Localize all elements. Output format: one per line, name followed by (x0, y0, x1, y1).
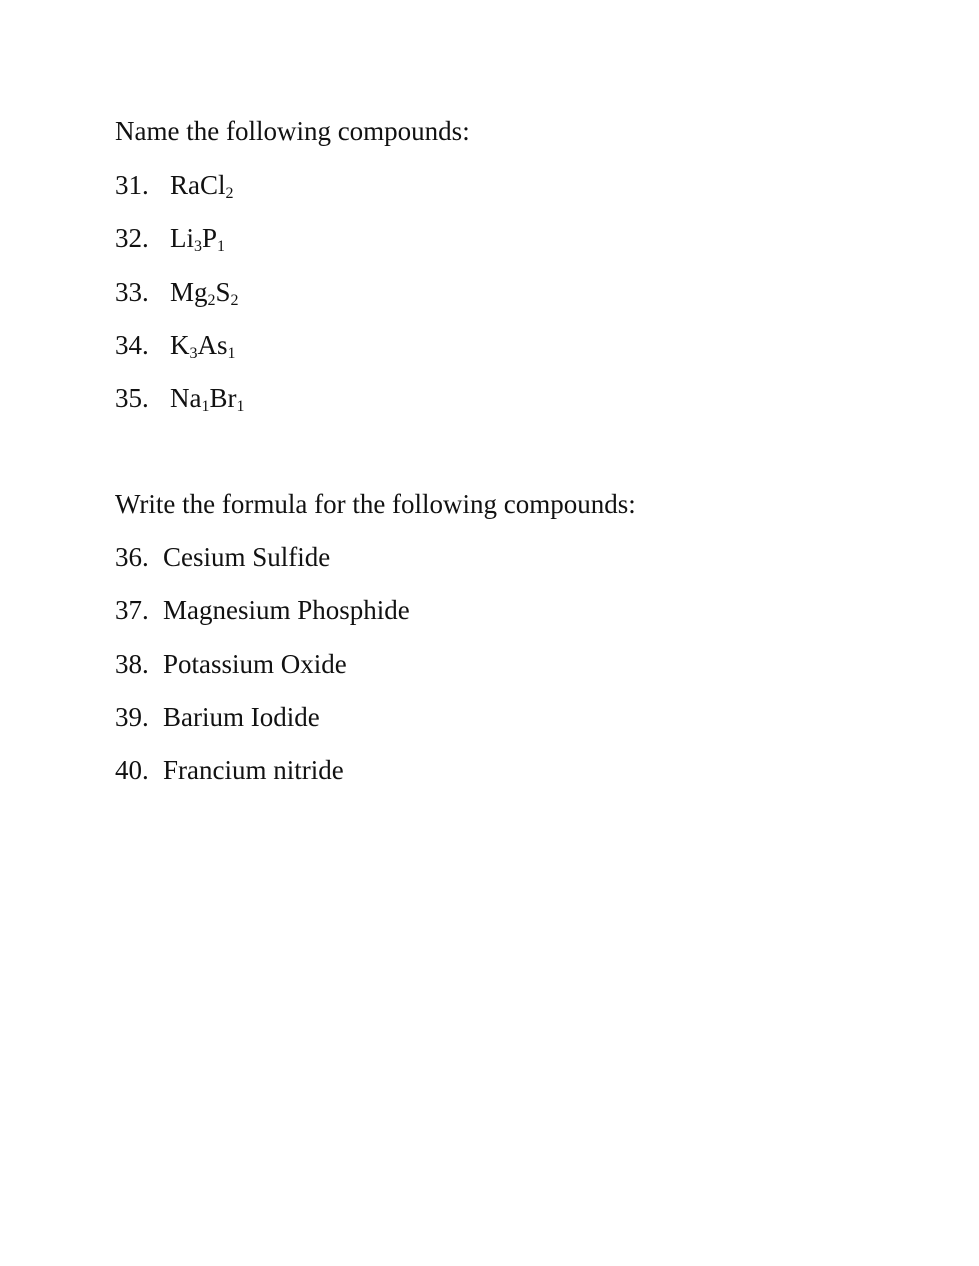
item-number: 40. (115, 755, 149, 785)
formula-item-34 (115, 329, 236, 361)
chemical-formula: $Na_1Br_1$ (170, 383, 245, 415)
compound-name: Magnesium Phosphide (163, 595, 410, 625)
formula-item-32 (115, 222, 225, 254)
name-item-36 (115, 541, 330, 573)
item-number: 31. (115, 170, 149, 200)
formula-item-31 (115, 169, 234, 201)
item-number: 38. (115, 649, 149, 679)
item-number: 36. (115, 542, 149, 572)
chemical-formula: $Mg_2S_2$ (170, 277, 239, 309)
chemical-formula: RaCl$_2$ (170, 170, 234, 202)
name-item-39 (115, 701, 320, 733)
chemical-formula: $K_3As_1$ (170, 330, 236, 362)
name-item-37 (115, 594, 410, 626)
item-number: 39. (115, 702, 149, 732)
item-number: 34. (115, 330, 149, 360)
compound-name: Cesium Sulfide (163, 542, 331, 572)
section2-heading: Write the formula for the following compounds: (115, 489, 636, 519)
item-number: 32. (115, 223, 149, 253)
chemical-formula: $Li_3P_1$ (170, 223, 226, 255)
name-item-40 (115, 754, 344, 786)
formula-item-35 (115, 382, 244, 414)
name-item-38 (115, 648, 347, 680)
compound-name: Francium nitride (163, 755, 344, 785)
item-number: 37. (115, 595, 149, 625)
formula-item-33 (115, 276, 239, 308)
item-number: 33. (115, 277, 149, 307)
item-number: 35. (115, 383, 149, 413)
compound-name: Barium Iodide (163, 702, 320, 732)
compound-name: Potassium Oxide (163, 649, 347, 679)
section1-heading: Name the following compounds: (115, 116, 470, 146)
